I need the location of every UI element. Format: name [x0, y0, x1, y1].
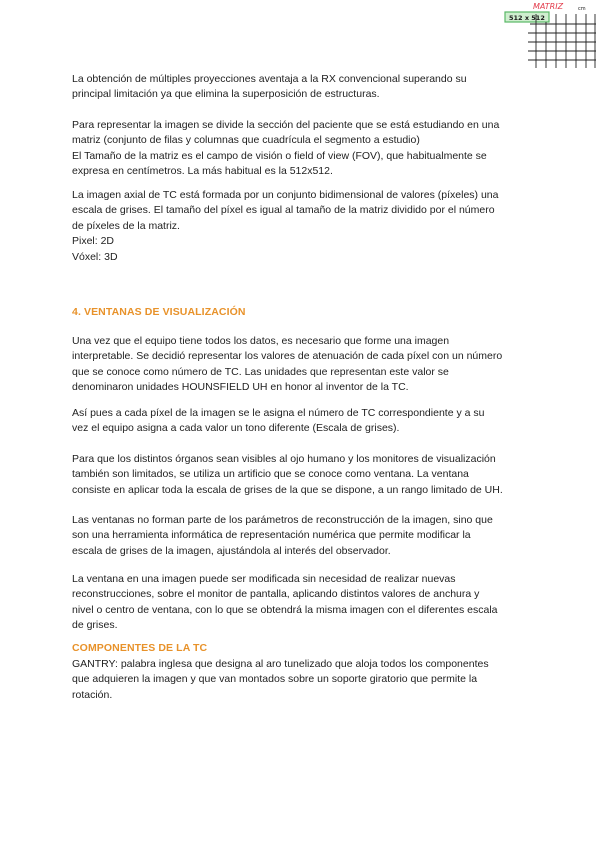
text-line: rotación. [72, 688, 113, 701]
text-line: principal limitación ya que elimina la superposición de estructuras. [72, 88, 380, 101]
text-line: Así pues a cada píxel de la imagen se le asigna el número de TC correspondiente y a su [72, 407, 485, 419]
text-line: Una vez que el equipo tiene todos los datos, es necesario que forme una imagen [72, 335, 450, 347]
text-line: Pixel: 2D [72, 235, 115, 248]
text-line: consiste en aplicar toda la escala de grises de la que se dispone, a un rango limitado de UH. [72, 483, 503, 496]
text-line: que se conoce como número de TC. Las unidades que representan este valor se [72, 365, 449, 378]
text-line: nivel o centro de ventana, con lo que se obtendrá la misma imagen con el diferentes escala [72, 603, 498, 616]
paragraph-tomography-advantage [72, 72, 532, 103]
text-line: expresa en centímetros. La más habitual es la 512x512. [72, 165, 333, 178]
text-line: Las ventanas no forman parte de los parámetros de reconstrucción de la imagen, sino que [72, 514, 493, 526]
text-line: El Tamaño de la matriz es el campo de visión o field of view (FOV), que habitualmente se [72, 149, 487, 162]
text-line: denominaron unidades HOUNSFIELD UH en honor al inventor de la TC. [72, 381, 409, 394]
text-line: La ventana en una imagen puede ser modificada sin necesidad de realizar nuevas [72, 573, 456, 585]
text-line: Para representar la imagen se divide la sección del paciente que se está estudiando en una [72, 119, 500, 131]
paragraph-window-concept [72, 452, 532, 498]
text-line: también son limitados, se utiliza un artificio que se conoce como ventana. La ventana [72, 468, 469, 481]
paragraph-window-adjust [72, 572, 532, 634]
sketch-label-suffix: cm [578, 6, 586, 12]
text-line: Para que los distintos órganos sean visibles al ojo humano y los monitores de visualización [72, 453, 496, 465]
text-line: La obtención de múltiples proyecciones aventaja a la RX convencional superando su [72, 73, 467, 85]
paragraph-window-tool [72, 513, 532, 559]
paragraph-gantry [72, 657, 532, 703]
sketch-size-label: 512 x 512 [509, 14, 545, 22]
section-heading-ventanas: 4. VENTANAS DE VISUALIZACIÓN [72, 306, 246, 318]
text-line: son una herramienta informática de representación numérica que permite modificar la [72, 529, 471, 542]
text-line: matriz (conjunto de filas y columnas que cuadrícula el segmento a estudio) [72, 134, 420, 147]
text-line: escala de grises de la imagen, ajustándola al interés del observador. [72, 544, 391, 557]
text-line: interpretable. Se decidió representar los valores de atenuación de cada píxel con un número [72, 350, 503, 363]
section-heading-componentes: COMPONENTES DE LA TC [72, 642, 208, 654]
paragraph-axial-image [72, 188, 532, 265]
text-line: de grises. [72, 619, 118, 632]
text-line: vez el equipo asigna a cada valor un tono diferente (Escala de grises). [72, 422, 400, 435]
text-line: que adquieren la imagen y que van montados sobre un soporte giratorio que permite la [72, 673, 478, 686]
paragraph-grayscale [72, 406, 532, 437]
matrix-grid-sketch [500, 0, 600, 70]
text-line: Vóxel: 3D [72, 250, 118, 263]
text-line: La imagen axial de TC está formada por un conjunto bidimensional de valores (píxeles) una [72, 189, 499, 201]
text-line: reconstrucciones, sobre el monitor de pantalla, aplicando distintos valores de anchura y [72, 588, 480, 601]
text-line: GANTRY: palabra inglesa que designa al aro tunelizado que aloja todos los componentes [72, 658, 489, 670]
text-line: de píxeles de la matriz. [72, 219, 180, 232]
paragraph-hounsfield [72, 334, 532, 396]
paragraph-matrix [72, 118, 532, 180]
text-line: escala de grises. El tamaño del píxel es igual al tamaño de la matriz dividido por el número [72, 204, 495, 217]
sketch-label: MATRIZ [533, 2, 564, 11]
